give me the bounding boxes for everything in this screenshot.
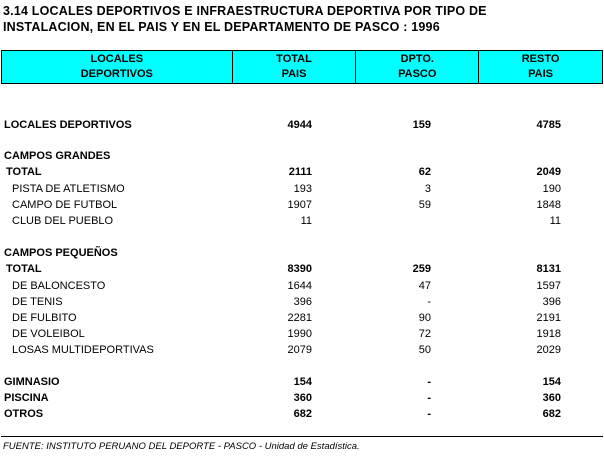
row-label: TOTAL	[6, 166, 42, 178]
header-line: DEPORTIVOS	[80, 68, 153, 80]
row-label: PISCINA	[4, 392, 49, 404]
dpto-pasco-value: -	[427, 376, 431, 388]
header-line: RESTO	[521, 53, 560, 65]
total-pais-value: 682	[293, 408, 312, 420]
resto-pais-value: 682	[542, 408, 561, 420]
dpto-pasco-value: 50	[418, 344, 431, 356]
table-row	[0, 181, 604, 197]
row-label: GIMNASIO	[4, 376, 60, 388]
total-pais-value: 2281	[287, 312, 312, 324]
dpto-pasco-value: 59	[418, 199, 431, 211]
table-row	[0, 148, 604, 164]
dpto-pasco-value: 3	[424, 183, 431, 195]
table-row	[0, 245, 604, 261]
row-label: PISTA DE ATLETISMO	[12, 183, 125, 195]
dpto-pasco-value: 72	[418, 328, 431, 340]
total-pais-value: 4944	[287, 119, 312, 131]
header-line: PASCO	[398, 68, 437, 80]
resto-pais-value: 11	[549, 215, 561, 227]
header-line: DPTO.	[400, 53, 434, 65]
total-pais-value: 2111	[288, 166, 312, 178]
table-row	[0, 310, 604, 326]
row-label: CAMPOS PEQUEÑOS	[4, 247, 118, 259]
column-header-band	[1, 50, 603, 84]
resto-pais-value: 1918	[536, 328, 561, 340]
table-row	[0, 326, 604, 342]
table-row	[0, 261, 604, 277]
header-dpto-pasco	[356, 51, 479, 84]
table-row	[0, 197, 604, 213]
resto-pais-value: 2029	[536, 344, 561, 356]
row-label: LOSAS MULTIDEPORTIVAS	[12, 344, 154, 356]
resto-pais-value: 1848	[536, 199, 561, 211]
row-label: DE FULBITO	[12, 312, 77, 324]
row-label: TOTAL	[6, 263, 42, 275]
table-row	[0, 117, 604, 133]
total-pais-value: 360	[293, 392, 312, 404]
resto-pais-value: 4785	[536, 119, 561, 131]
resto-pais-value: 1597	[536, 280, 561, 292]
header-total-pais	[232, 51, 356, 84]
dpto-pasco-value: -	[427, 408, 431, 420]
total-pais-value: 8390	[287, 263, 312, 275]
dpto-pasco-value: 259	[412, 263, 431, 275]
header-locales-deportivos	[2, 51, 233, 84]
dpto-pasco-value: 47	[418, 280, 431, 292]
table-row	[0, 406, 604, 422]
total-pais-value: 154	[293, 376, 312, 388]
resto-pais-value: 8131	[536, 263, 561, 275]
row-label: LOCALES DEPORTIVOS	[4, 119, 132, 131]
header-line: PAIS	[281, 68, 307, 80]
header-resto-pais	[479, 51, 603, 84]
resto-pais-value: 2191	[536, 312, 561, 324]
resto-pais-value: 396	[542, 296, 561, 308]
source-note: FUENTE: INSTITUTO PERUANO DEL DEPORTE - PASCO - Unidad de Estadística.	[3, 441, 360, 452]
row-label: OTROS	[4, 408, 44, 420]
table-row	[0, 390, 604, 406]
table-row	[0, 374, 604, 390]
row-label: DE TENIS	[12, 296, 63, 308]
header-line: TOTAL	[276, 53, 312, 65]
row-label: CAMPOS GRANDES	[4, 150, 111, 162]
row-label: CLUB DEL PUEBLO	[12, 215, 114, 227]
total-pais-value: 193	[293, 183, 312, 195]
table-title	[3, 3, 601, 35]
resto-pais-value: 2049	[536, 166, 561, 178]
total-pais-value: 1907	[287, 199, 312, 211]
resto-pais-value: 154	[542, 376, 561, 388]
table-row	[0, 164, 604, 180]
header-line: LOCALES	[90, 53, 144, 65]
row-label: DE VOLEIBOL	[12, 328, 85, 340]
dpto-pasco-value: 159	[412, 119, 431, 131]
dpto-pasco-value: 90	[418, 312, 431, 324]
row-label: CAMPO DE FUTBOL	[12, 199, 118, 211]
table-row	[0, 294, 604, 310]
resto-pais-value: 190	[542, 183, 561, 195]
header-line: PAIS	[528, 68, 554, 80]
table-row	[0, 278, 604, 294]
dpto-pasco-value: -	[427, 296, 431, 308]
dpto-pasco-value: 62	[418, 166, 431, 178]
title-line-2: INSTALACION, EN EL PAIS Y EN EL DEPARTAMENTO DE PASCO : 1996	[3, 20, 440, 34]
table-row	[0, 342, 604, 358]
total-pais-value: 1990	[287, 328, 312, 340]
total-pais-value: 1644	[287, 280, 312, 292]
total-pais-value: 2079	[287, 344, 312, 356]
footer-rule	[1, 436, 603, 437]
resto-pais-value: 360	[542, 392, 561, 404]
row-label: DE BALONCESTO	[12, 280, 106, 292]
total-pais-value: 396	[293, 296, 312, 308]
total-pais-value: 11	[300, 215, 312, 227]
dpto-pasco-value: -	[427, 392, 431, 404]
title-line-1: 3.14 LOCALES DEPORTIVOS E INFRAESTRUCTURA DEPORTIVA POR TIPO DE	[3, 4, 487, 18]
table-row	[0, 213, 604, 229]
